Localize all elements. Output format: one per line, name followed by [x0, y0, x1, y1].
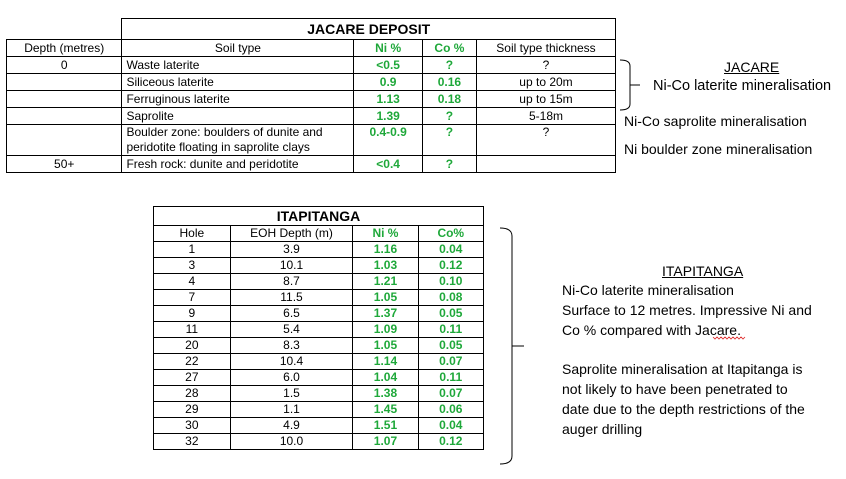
ni-cell: 1.03: [353, 258, 418, 274]
eoh-depth-cell: 11.5: [230, 290, 353, 306]
thickness-cell: up to 15m: [476, 91, 615, 108]
itap-note-line-7: auger drilling: [562, 421, 643, 437]
ni-cell: 1.05: [353, 338, 418, 354]
co-cell: 0.10: [418, 274, 483, 290]
hole-cell: 27: [154, 370, 231, 386]
jacare-boulder-note: Ni boulder zone mineralisation: [624, 141, 813, 157]
ni-cell: 1.14: [353, 354, 418, 370]
itap-note-line-1: Ni-Co laterite mineralisation: [562, 282, 734, 298]
header-hole: Hole: [154, 226, 231, 242]
itap-note-line-6: date due to the depth restrictions of the: [562, 401, 805, 417]
co-cell: 0.07: [418, 354, 483, 370]
hole-cell: 11: [154, 322, 231, 338]
soil-cell: Siliceous laterite: [122, 74, 354, 91]
header-ni: Ni %: [353, 226, 418, 242]
header-thickness: Soil type thickness: [476, 40, 615, 57]
soil-cell: Fresh rock: dunite and peridotite: [122, 156, 354, 173]
co-cell: ?: [422, 125, 476, 156]
hole-cell: 29: [154, 402, 231, 418]
hole-cell: 32: [154, 434, 231, 450]
co-cell: 0.06: [418, 402, 483, 418]
depth-cell: 0: [7, 57, 122, 74]
thickness-cell: ?: [476, 125, 615, 156]
itapitanga-table-title: ITAPITANGA: [154, 207, 484, 226]
hole-cell: 28: [154, 386, 231, 402]
co-cell: ?: [422, 57, 476, 74]
ni-cell: 1.37: [353, 306, 418, 322]
ni-cell: <0.4: [354, 156, 422, 173]
ni-cell: 1.16: [353, 242, 418, 258]
soil-cell: Ferruginous laterite: [122, 91, 354, 108]
co-cell: 0.05: [418, 306, 483, 322]
hole-cell: 20: [154, 338, 231, 354]
hole-cell: 30: [154, 418, 231, 434]
header-co: Co%: [418, 226, 483, 242]
eoh-depth-cell: 6.5: [230, 306, 353, 322]
jacare-spellcheck-squiggle: [713, 337, 745, 339]
thickness-cell: up to 20m: [476, 74, 615, 91]
hole-cell: 22: [154, 354, 231, 370]
eoh-depth-cell: 5.4: [230, 322, 353, 338]
co-cell: 0.12: [418, 258, 483, 274]
co-cell: 0.05: [418, 338, 483, 354]
co-cell: 0.12: [418, 434, 483, 450]
hole-cell: 1: [154, 242, 231, 258]
soil-cell: Saprolite: [122, 108, 354, 125]
jacare-laterite-bracket: [620, 60, 630, 110]
eoh-depth-cell: 10.4: [230, 354, 353, 370]
co-cell: 0.04: [418, 242, 483, 258]
eoh-depth-cell: 8.3: [230, 338, 353, 354]
ni-cell: 1.13: [354, 91, 422, 108]
co-cell: ?: [422, 156, 476, 173]
ni-cell: 1.09: [353, 322, 418, 338]
jacare-laterite-note: Ni-Co laterite mineralisation: [653, 78, 832, 94]
header-co: Co %: [422, 40, 476, 57]
ni-cell: 0.9: [354, 74, 422, 91]
header-depth: Depth (metres): [7, 40, 122, 57]
eoh-depth-cell: 10.1: [230, 258, 353, 274]
ni-cell: <0.5: [354, 57, 422, 74]
eoh-depth-cell: 4.9: [230, 418, 353, 434]
itapitanga-annotation-heading: ITAPITANGA: [662, 263, 744, 279]
hole-cell: 9: [154, 306, 231, 322]
ni-cell: 1.51: [353, 418, 418, 434]
co-cell: 0.08: [418, 290, 483, 306]
soil-cell: Boulder zone: boulders of dunite and peridotite floating in saprolite clays: [122, 125, 354, 156]
co-cell: 0.16: [422, 74, 476, 91]
hole-cell: 7: [154, 290, 231, 306]
co-cell: 0.18: [422, 91, 476, 108]
eoh-depth-cell: 1.1: [230, 402, 353, 418]
thickness-cell: 5-18m: [476, 108, 615, 125]
thickness-cell: ?: [476, 57, 615, 74]
co-cell: ?: [422, 108, 476, 125]
ni-cell: 1.07: [353, 434, 418, 450]
header-eoh-depth: EOH Depth (m): [230, 226, 353, 242]
ni-cell: 1.21: [353, 274, 418, 290]
itap-note-line-4: Saprolite mineralisation at Itapitanga is: [562, 361, 803, 377]
eoh-depth-cell: 10.0: [230, 434, 353, 450]
jacare-saprolite-note: Ni-Co saprolite mineralisation: [624, 113, 807, 129]
eoh-depth-cell: 1.5: [230, 386, 353, 402]
eoh-depth-cell: 3.9: [230, 242, 353, 258]
eoh-depth-cell: 6.0: [230, 370, 353, 386]
ni-cell: 1.45: [353, 402, 418, 418]
co-cell: 0.07: [418, 386, 483, 402]
itap-note-line-5: not likely to have been penetrated to: [562, 381, 788, 397]
ni-cell: 1.38: [353, 386, 418, 402]
ni-cell: 0.4-0.9: [354, 125, 422, 156]
header-soil-type: Soil type: [122, 40, 354, 57]
co-cell: 0.11: [418, 370, 483, 386]
jacare-annotation-heading: JACARE: [724, 59, 780, 75]
ni-cell: 1.39: [354, 108, 422, 125]
soil-cell: Waste laterite: [122, 57, 354, 74]
hole-cell: 3: [154, 258, 231, 274]
ni-cell: 1.05: [353, 290, 418, 306]
hole-cell: 4: [154, 274, 231, 290]
itap-note-line-3: Co % compared with Jacare.: [562, 322, 741, 338]
jacare-table-title: JACARE DEPOSIT: [122, 19, 616, 40]
itap-note-line-2: Surface to 12 metres. Impressive Ni and: [562, 302, 812, 318]
eoh-depth-cell: 8.7: [230, 274, 353, 290]
ni-cell: 1.04: [353, 370, 418, 386]
depth-cell: 50+: [7, 156, 122, 173]
header-ni: Ni %: [354, 40, 422, 57]
co-cell: 0.11: [418, 322, 483, 338]
itapitanga-bracket: [500, 228, 512, 464]
co-cell: 0.04: [418, 418, 483, 434]
